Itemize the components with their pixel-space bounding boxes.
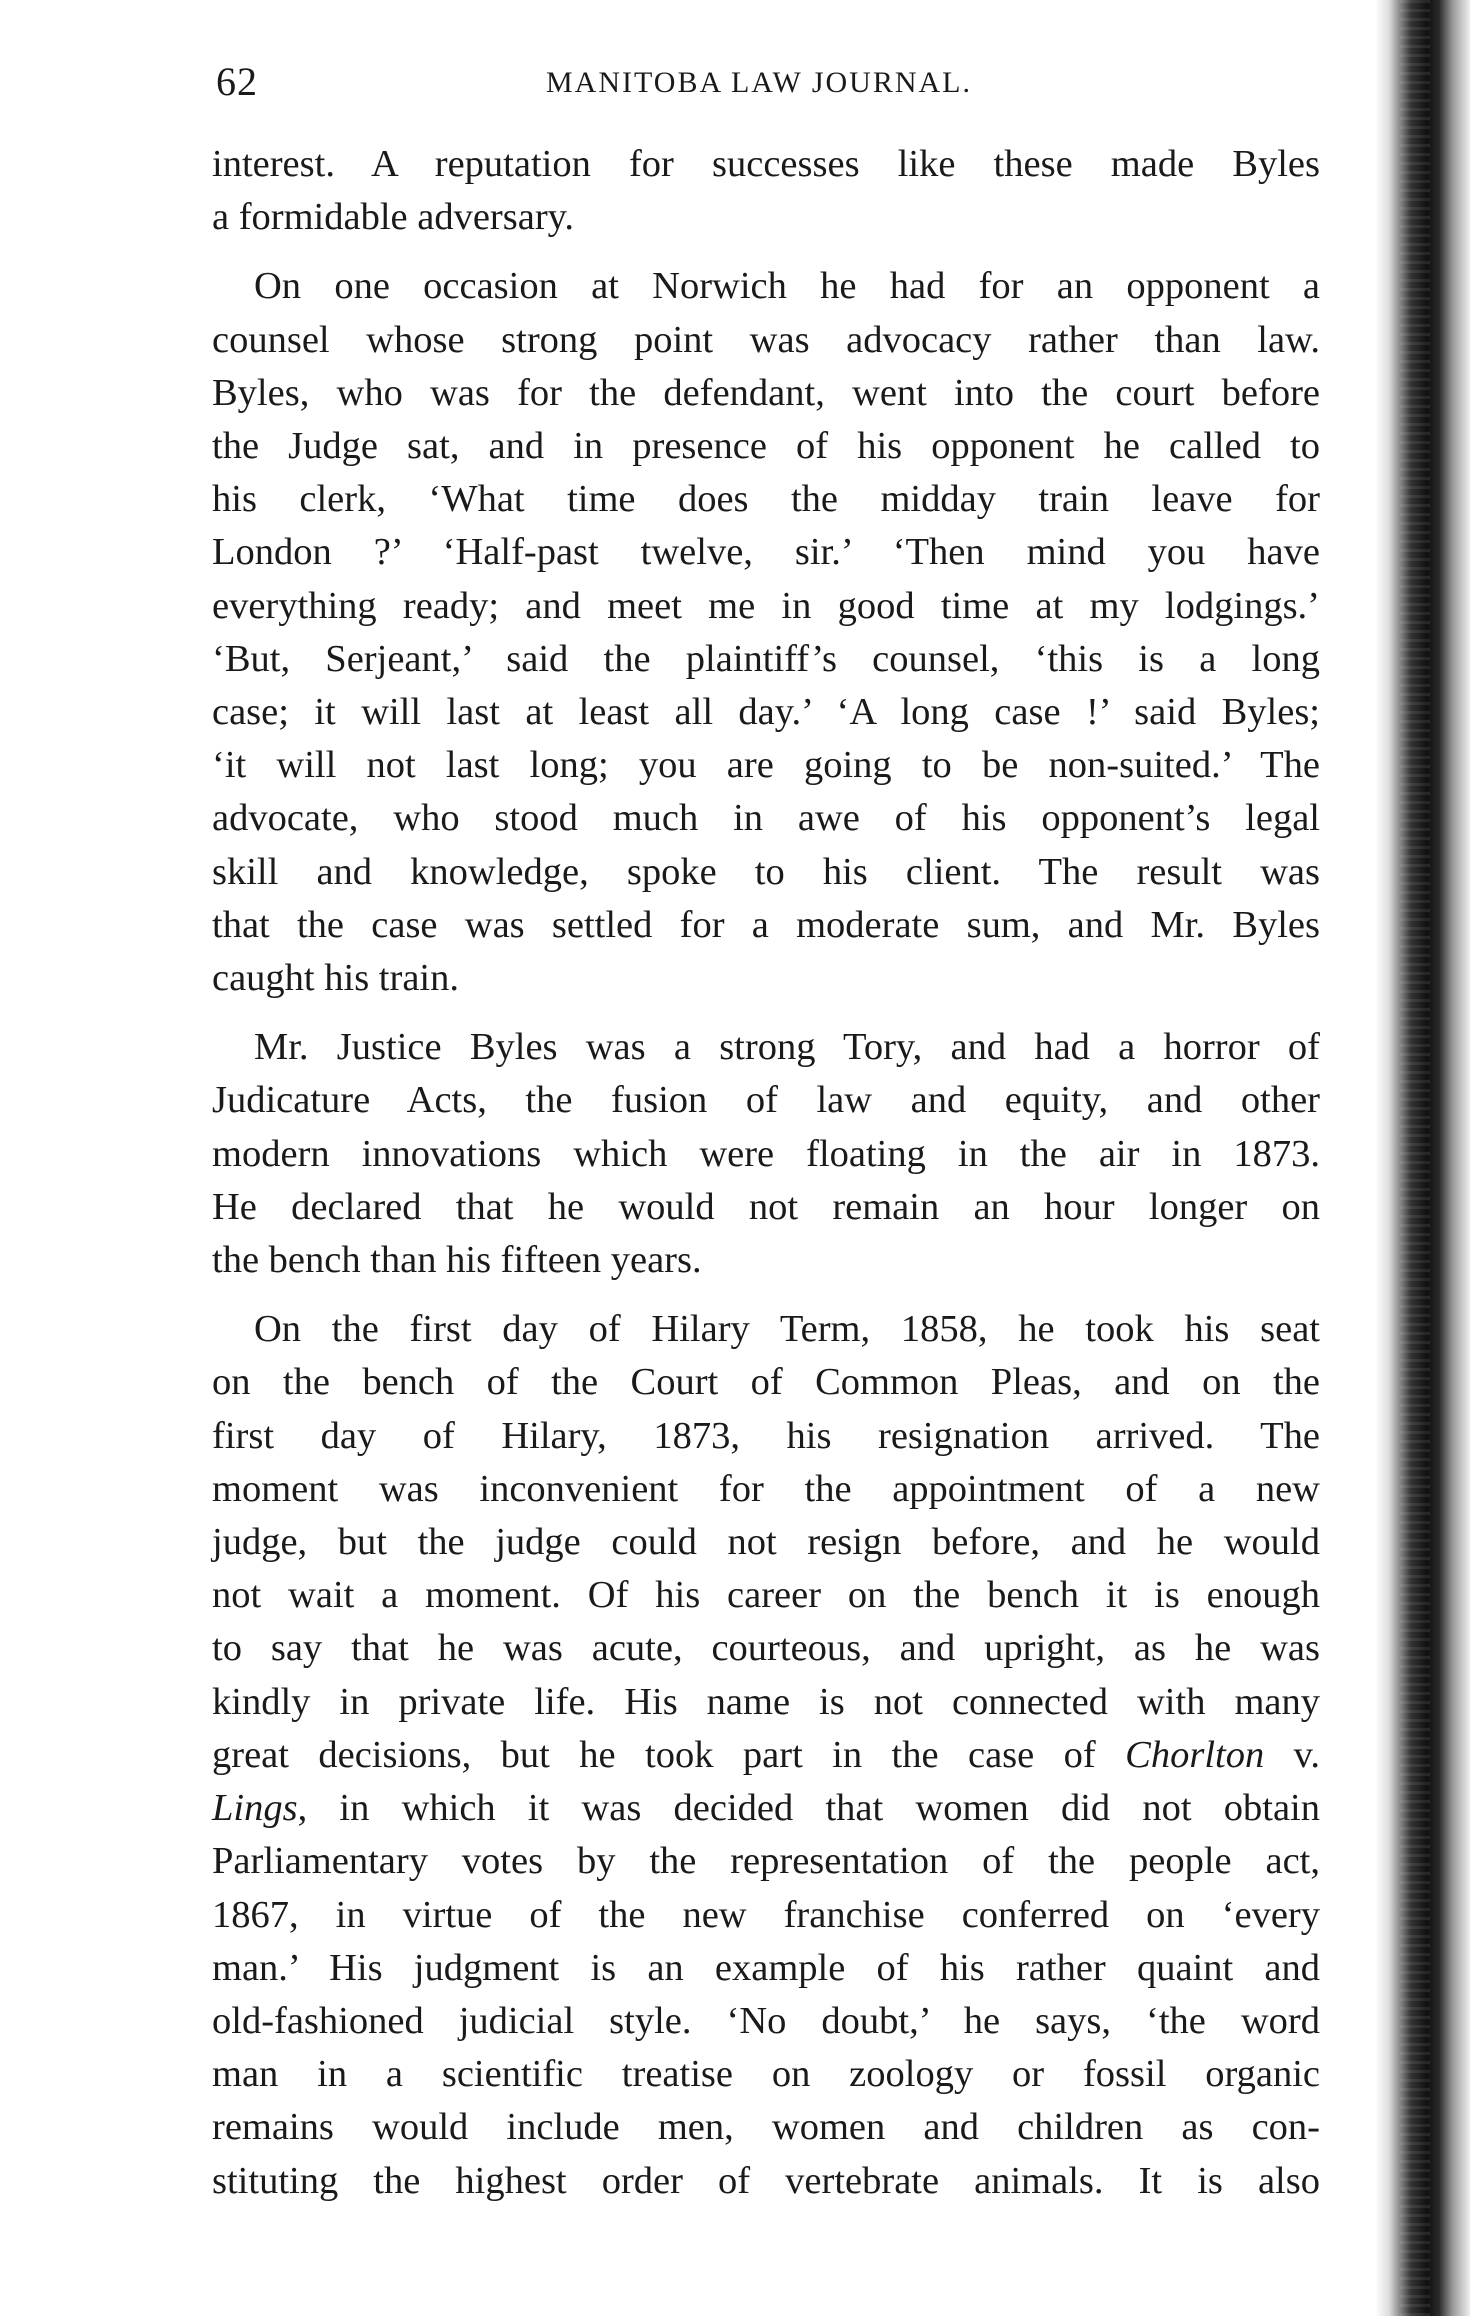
text-line: his clerk, ‘What time does the midday train leave for [212, 478, 1320, 521]
case-versus: v. [1293, 1733, 1321, 1776]
text-line-with-case [212, 1729, 1320, 1782]
text-line: ‘it will not last long; you are going to be non-suited.’ The [212, 744, 1320, 787]
text-line [212, 1782, 1320, 1835]
body-text [212, 138, 1320, 2224]
text-line: stituting the highest order of vertebrate animals. It is also [212, 2159, 1320, 2202]
text-line: man.’ His judgment is an example of his rather quaint and [212, 1946, 1320, 1989]
case-name-continued: Lings [212, 1787, 298, 1830]
text-line: that the case was settled for a moderate sum, and Mr. Byles [212, 903, 1320, 946]
paragraph-1 [212, 138, 1320, 244]
paragraph-4 [212, 1303, 1320, 2207]
text-line: a formidable adversary. [212, 196, 575, 239]
text-line: advocate, who stood much in awe of his opponent’s legal [212, 797, 1320, 840]
text-line: judge, but the judge could not resign before, and he would [212, 1521, 1320, 1564]
text-line: man in a scientific treatise on zoology or fossil organic [212, 2053, 1320, 2096]
text-line: 1867, in virtue of the new franchise conferred on ‘every [212, 1893, 1320, 1936]
text-line: interest. A reputation for successes like these made Byles [212, 143, 1320, 185]
binding-texture [1400, 0, 1430, 2316]
text-line: case; it will last at least all day.’ ‘A long case !’ said Byles; [212, 691, 1320, 734]
text-line: On one occasion at Norwich he had for an opponent a [254, 265, 1320, 308]
text-line: ‘But, Serjeant,’ said the plaintiff’s counsel, ‘this is a long [212, 637, 1320, 680]
text-line: first day of Hilary, 1873, his resignation arrived. The [212, 1414, 1320, 1457]
text-line: Mr. Justice Byles was a strong Tory, and had a horror of [254, 1026, 1320, 1069]
paragraph-3 [212, 1021, 1320, 1287]
text-line: to say that he was acute, courteous, and upright, as he was [212, 1627, 1320, 1670]
text-line: Judicature Acts, the fusion of law and equity, and other [212, 1079, 1320, 1122]
text-line: caught his train. [212, 957, 459, 1000]
text-line: Byles, who was for the defendant, went into the court before [212, 371, 1320, 414]
text-line: London ?’ ‘Half-past twelve, sir.’ ‘Then mind you have [212, 531, 1320, 574]
running-head: MANITOBA LAW JOURNAL. [546, 66, 972, 99]
text-line: moment was inconvenient for the appointment of a new [212, 1467, 1320, 1510]
page-number: 62 [216, 59, 258, 104]
text-line: skill and knowledge, spoke to his client. The result was [212, 850, 1320, 893]
text-line: counsel whose strong point was advocacy rather than law. [212, 318, 1320, 361]
text-fragment: great decisions, but he took part in the case of [212, 1733, 1096, 1776]
text-line: on the bench of the Court of Common Pleas, and on the [212, 1361, 1320, 1404]
text-line: old-fashioned judicial style. ‘No doubt,’ he says, ‘the word [212, 1999, 1320, 2042]
page-header [216, 58, 1320, 118]
text-line: the bench than his fifteen years. [212, 1239, 702, 1282]
text-line: modern innovations which were floating in the air in 1873. [212, 1132, 1320, 1175]
text-line: kindly in private life. His name is not connected with many [212, 1680, 1320, 1723]
paragraph-2 [212, 260, 1320, 1005]
case-name: Chorlton [1125, 1733, 1265, 1776]
text-line: He declared that he would not remain an hour longer on [212, 1185, 1320, 1228]
text-line: the Judge sat, and in presence of his opponent he called to [212, 425, 1320, 468]
text-fragment: , in which it was decided that women did not obtain [297, 1787, 1320, 1830]
text-line: remains would include men, women and children as con- [212, 2106, 1320, 2149]
text-line: Parliamentary votes by the representation of the people act, [212, 1840, 1320, 1883]
text-line: not wait a moment. Of his career on the bench it is enough [212, 1574, 1320, 1617]
text-line: everything ready; and meet me in good time at my lodgings.’ [212, 584, 1320, 627]
text-line: On the first day of Hilary Term, 1858, he took his seat [254, 1308, 1320, 1351]
